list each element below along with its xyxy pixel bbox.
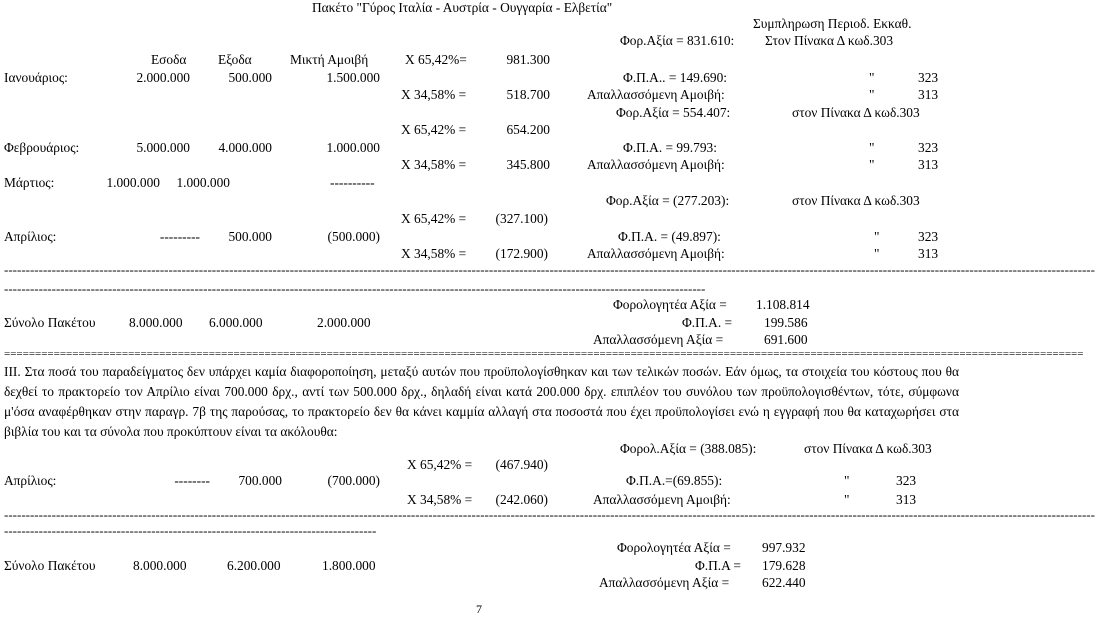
mar-label: Μάρτιος: [4, 175, 55, 190]
apr-x3458-label: Χ 34,58% = [401, 246, 467, 261]
apr2-income: -------- [174, 473, 210, 488]
apr-x3458-value: (172.900) [495, 246, 548, 261]
jan-label: Ιανουάριος: [4, 70, 68, 85]
apr2-fpa-quote: " [844, 473, 850, 488]
feb-fv-label: Φορ.Αξία = 554.407: [616, 105, 731, 120]
feb-x3458-label: Χ 34,58% = [401, 157, 467, 172]
total2-expenses: 6.200.000 [227, 558, 281, 573]
apr-exempt-code: 313 [918, 246, 939, 261]
apr2-fv-label: Φορολ.Αξία = (388.085): [620, 441, 757, 456]
apr2-x3458-label: Χ 34,58% = [407, 492, 473, 507]
total1-expenses: 6.000.000 [209, 315, 263, 330]
apr-x6542-label: Χ 65,42% = [401, 211, 467, 226]
feb-exempt-quote: " [869, 157, 875, 172]
apr2-fpa-label: Φ.Π.Α.=(69.855): [626, 473, 723, 488]
jan-fpa-label: Φ.Π.Α.. = 149.690: [623, 70, 728, 85]
apr-fv-label: Φορ.Αξία = (277.203): [606, 193, 730, 208]
jan-fpa-code: 323 [918, 70, 939, 85]
feb-fpa-quote: " [869, 140, 875, 155]
vat-6542-header-label: Χ 65,42%= [405, 52, 467, 67]
apr2-x6542-value: (467.940) [495, 457, 548, 472]
total2-fpa-value: 179.628 [762, 558, 806, 573]
dashed-separator: ------------------------------------------------------------------------------------------------------------------------------------------------------------------------------------------------------------------------------------------------------------ [4, 507, 1095, 522]
top-fv-ref: Στον Πίνακα Δ κωδ.303 [765, 33, 894, 48]
total2-taxable-value: 997.932 [762, 540, 806, 555]
total1-label: Σύνολο Πακέτου [4, 315, 96, 330]
total1-income: 8.000.000 [129, 315, 183, 330]
apr-expenses: 500.000 [228, 229, 272, 244]
header-note: Συμπληρωση Περιοδ. Εκκαθ. [753, 16, 912, 31]
total2-exempt-label: Απαλλασσόμενη Αξία = [599, 575, 730, 590]
feb-income: 5.000.000 [136, 140, 190, 155]
feb-fpa-label: Φ.Π.Α. = 99.793: [623, 140, 717, 155]
document-title: Πακέτο "Γύρος Ιταλία - Αυστρία - Ουγγαρία - Ελβετία" [312, 0, 613, 15]
apr-exempt-label: Απαλλασσόμενη Αμοιβή: [587, 246, 725, 261]
apr2-expenses: 700.000 [238, 473, 282, 488]
dashed-separator: -------------------------------------------------------------------------------------- [4, 523, 377, 538]
apr2-x6542-label: Χ 65,42% = [407, 457, 473, 472]
feb-expenses: 4.000.000 [218, 140, 272, 155]
apr2-exempt-label: Απαλλασσόμενη Αμοιβή: [593, 492, 731, 507]
jan-income: 2.000.000 [136, 70, 190, 85]
apr2-exempt-code: 313 [896, 492, 917, 507]
apr2-label: Απρίλιος: [4, 473, 57, 488]
feb-x6542-value: 654.200 [506, 122, 550, 137]
col-expenses-header: Εξοδα [218, 52, 252, 67]
dashed-separator: ------------------------------------------------------------------------------------------------------------------------------------------------------------------------------------------------------------------------------------------------------------ [4, 262, 1095, 277]
mar-income: 1.000.000 [106, 175, 160, 190]
apr-exempt-quote: " [874, 246, 880, 261]
apr2-mixed: (700.000) [327, 473, 380, 488]
apr-mixed: (500.000) [327, 229, 380, 244]
apr-fpa-code: 323 [918, 229, 939, 244]
apr-x6542-value: (327.100) [495, 211, 548, 226]
top-fv-label: Φορ.Αξία = 831.610: [620, 33, 735, 48]
total2-taxable-label: Φορολογητέα Αξία = [617, 540, 731, 555]
mar-expenses: 1.000.000 [176, 175, 230, 190]
page-number: 7 [476, 602, 482, 616]
feb-fpa-code: 323 [918, 140, 939, 155]
jan-expenses: 500.000 [228, 70, 272, 85]
dashed-separator: ------------------------------------------------------------------------------------------------------------------------------------------------------------------ [4, 281, 706, 296]
jan-x3458-value: 518.700 [506, 87, 550, 102]
total1-exempt-label: Απαλλασσόμενη Αξία = [593, 332, 724, 347]
total1-fpa-label: Φ.Π.Α. = [682, 315, 733, 330]
apr-fv-ref: στον Πίνακα Δ κωδ.303 [792, 193, 920, 208]
apr-label: Απρίλιος: [4, 229, 57, 244]
total1-mixed: 2.000.000 [317, 315, 371, 330]
apr-fpa-label: Φ.Π.Α. = (49.897): [618, 229, 721, 244]
apr2-x3458-value: (242.060) [495, 492, 548, 507]
feb-exempt-code: 313 [918, 157, 939, 172]
vat-6542-header-value: 981.300 [506, 52, 550, 67]
total1-taxable-value: 1.108.814 [756, 297, 810, 312]
total1-exempt-value: 691.600 [764, 332, 808, 347]
total2-label: Σύνολο Πακέτου [4, 558, 96, 573]
feb-label: Φεβρουάριος: [4, 140, 80, 155]
total1-taxable-label: Φορολογητέα Αξία = [613, 297, 727, 312]
explanation-paragraph: ΙΙΙ. Στα ποσά του παραδείγματος δεν υπάρχει καμία διαφοροποίηση, μεταξύ αυτών που προϋπολογίσθηκαν και των τελικών ποσών. Εάν όμως, τα στοιχεία του κόστους που θα δεχθεί το πρακτορείο τον Απρίλιο είναι 700.000 δρχ., αντί των 500.000 δρχ., δηλαδή είναι κατά 200.000 δρχ. επιπλέον του συνόλου των προϋπολογισθέντων, τότε, σύμφωνα μ'όσα αναφέρθηκαν στην παραγρ. 7β της παρούσας, το πρακτορείο δεν θα κάνει καμμία αλλαγή στα ποσοστά που έχει προϋπολογίσει ενώ η εγγραφή που θα καταχωρήσει στα βιβλία του και τα σύνολα που προκύπτουν είναι τα ακόλουθα: [4, 364, 959, 439]
apr-income: --------- [159, 229, 200, 244]
feb-x6542-label: Χ 65,42% = [401, 122, 467, 137]
apr-fpa-quote: " [874, 229, 880, 244]
total2-mixed: 1.800.000 [322, 558, 376, 573]
total2-fpa-label: Φ.Π.Α = [695, 558, 741, 573]
apr2-exempt-quote: " [844, 492, 850, 507]
jan-exempt-label: Απαλλασσόμενη Αμοιβή: [587, 87, 725, 102]
feb-fv-ref: στον Πίνακα Δ κωδ.303 [792, 105, 920, 120]
total2-exempt-value: 622.440 [762, 575, 806, 590]
col-mixed-header: Μικτή Αμοιβή [290, 52, 369, 67]
total1-fpa-value: 199.586 [764, 315, 808, 330]
jan-mixed: 1.500.000 [326, 70, 380, 85]
feb-exempt-label: Απαλλασσόμενη Αμοιβή: [587, 157, 725, 172]
feb-x3458-value: 345.800 [506, 157, 550, 172]
col-income-header: Εσοδα [151, 52, 187, 67]
total2-income: 8.000.000 [133, 558, 187, 573]
jan-x3458-label: Χ 34,58% = [401, 87, 467, 102]
jan-exempt-quote: " [869, 87, 875, 102]
jan-fpa-quote: " [869, 70, 875, 85]
apr2-fv-ref: στον Πίνακα Δ κωδ.303 [804, 441, 932, 456]
apr2-fpa-code: 323 [896, 473, 917, 488]
feb-mixed: 1.000.000 [326, 140, 380, 155]
double-separator: ============================================================================================================================================================================== [4, 348, 1084, 360]
mar-mixed: ---------- [330, 175, 375, 190]
jan-exempt-code: 313 [918, 87, 939, 102]
